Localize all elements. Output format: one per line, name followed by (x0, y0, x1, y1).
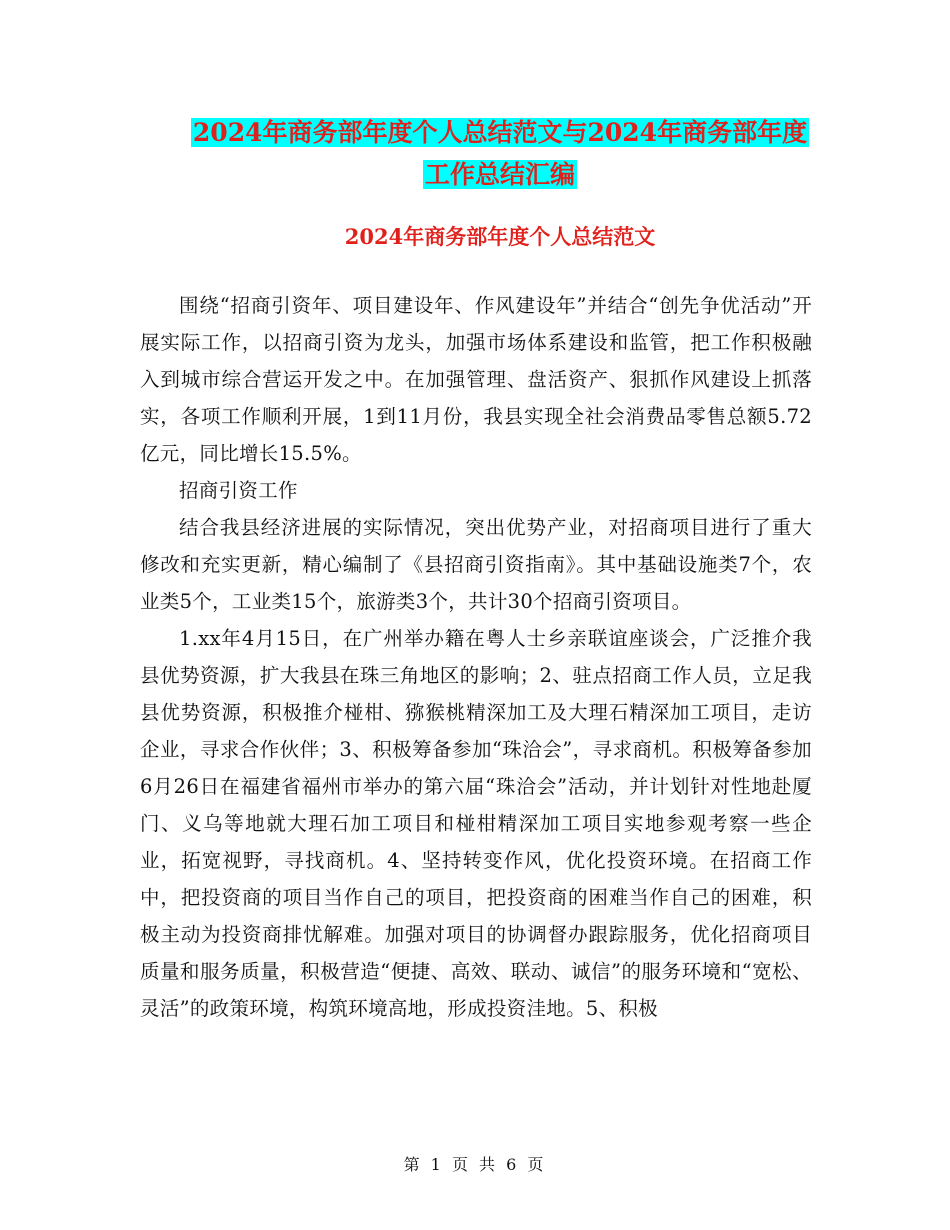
paragraph-heading: 招商引资工作 (179, 479, 298, 502)
page-footer: 第 1 页 共 6 页 (403, 1155, 547, 1174)
paragraph: 1.xx年4月15日，在广州举办籍在粤人士乡亲联谊座谈会，广泛推介我县优势资源，扩大我县在珠三角地区的影响；2、驻点招商工作人员，立足我县优势资源，积极推介椪柑、猕猴桃精深加工及大理石精深加工项目，走访企业，寻求合作伙伴；3、积极筹备参加“珠洽会”，寻求商机。积极筹备参加6月26日在福建省福州市举办的第六届“珠洽会”活动，并计划针对性地赴厦门、义乌等地就大理石加工项目和椪柑精深加工项目实地参观考察一些企业，拓宽视野，寻找商机。4、坚持转变作风，优化投资环境。在招商工作中，把投资商的项目当作自己的项目，把投资商的困难当作自己的困难，积极主动为投资商排忧解难。加强对项目的协调督办跟踪服务，优化招商项目质量和服务质量，积极营造“便捷、高效、联动、诚信”的服务环境和“宽松、灵活”的政策环境，构筑环境高地，形成投资洼地。5、积极 (140, 627, 812, 1020)
paragraph: 结合我县经济进展的实际情况，突出优势产业，对招商项目进行了重大修改和充实更新，精心编制了《县招商引资指南》。其中基础设施类7个，农业类5个，工业类15个，旅游类3个，共计30个招商引资项目。 (140, 516, 812, 613)
section-title: 2024年商务部年度个人总结范文 (344, 224, 656, 249)
document-title (140, 112, 860, 196)
title-line-1: 2024年商务部年度个人总结范文与2024年商务部年度 (192, 118, 808, 147)
document-body (140, 287, 812, 1027)
title-line-2: 工作总结汇编 (424, 160, 575, 189)
paragraph: 围绕“招商引资年、项目建设年、作风建设年”并结合“创先争优活动”开展实际工作，以招商引资为龙头，加强市场体系建设和监管，把工作积极融入到城市综合营运开发之中。在加强管理、盘活资产、狠抓作风建设上抓落实，各项工作顺利开展，1到11月份，我县实现全社会消费品零售总额5.72亿元，同比增长15.5%。 (140, 294, 812, 465)
